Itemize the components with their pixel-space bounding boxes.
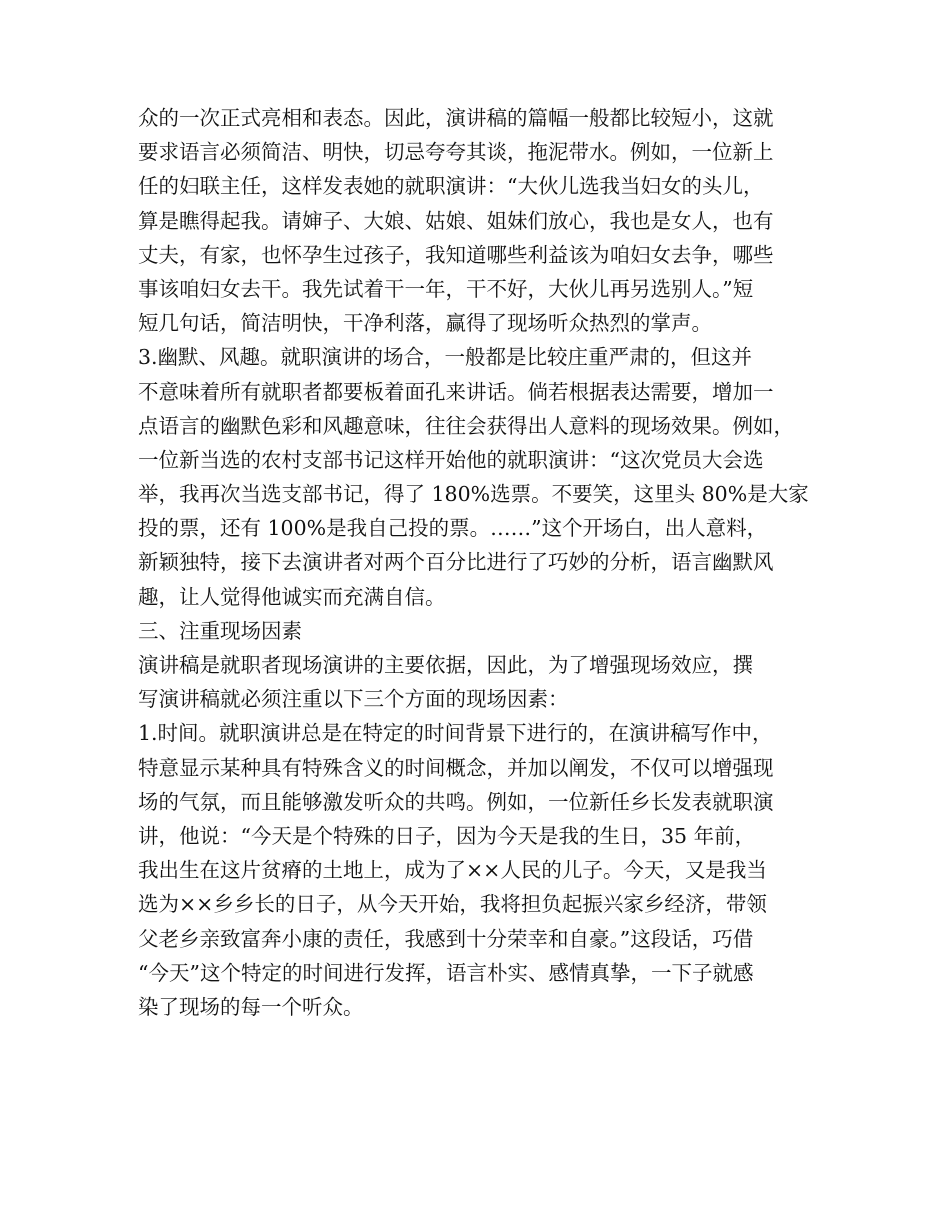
text-line: 1.时间。就职演讲总是在特定的时间背景下进行的，在演讲稿写作中， bbox=[138, 721, 773, 746]
text-line: 一位新当选的农村支部书记这样开始他的就职演讲：“这次党员大会选 bbox=[138, 447, 764, 472]
text-line: 短几句话，简洁明快，干净利落，赢得了现场听众热烈的掌声。 bbox=[138, 311, 712, 336]
text-line: 写演讲稿就必须注重以下三个方面的现场因素： bbox=[138, 687, 569, 712]
text-line: 丈夫，有家，也怀孕生过孩子，我知道哪些利益该为咱妇女去争，哪些 bbox=[138, 242, 774, 267]
text-line: 举，我再次当选支部书记，得了 180%选票。不要笑，这里头 80%是大家 bbox=[138, 482, 809, 507]
text-line: 点语言的幽默色彩和风趣意味，往往会获得出人意料的现场效果。例如， bbox=[138, 413, 794, 438]
text-line: 我出生在这片贫瘠的土地上，成为了××人民的儿子。今天，又是我当 bbox=[138, 858, 767, 883]
text-line: 3.幽默、风趣。就职演讲的场合，一般都是比较庄重严肃的，但这并 bbox=[138, 345, 753, 370]
text-line: 场的气氛，而且能够激发听众的共鸣。例如，一位新任乡长发表就职演 bbox=[138, 789, 774, 814]
text-line: “今天”这个特定的时间进行发挥，语言朴实、感情真挚，一下子就感 bbox=[138, 960, 754, 985]
text-line: 特意显示某种具有特殊含义的时间概念，并加以阐发，不仅可以增强现 bbox=[138, 755, 774, 780]
text-line: 算是瞧得起我。请婶子、大娘、姑娘、姐妹们放心，我也是女人，也有 bbox=[138, 208, 774, 233]
text-line: 投的票，还有 100%是我自己投的票。……”这个开场白，出人意料， bbox=[138, 516, 768, 541]
text-line: 染了现场的每一个听众。 bbox=[138, 994, 364, 1019]
section-heading: 三、注重现场因素 bbox=[138, 618, 302, 643]
text-line: 讲，他说：“今天是个特殊的日子，因为今天是我的生日，35 年前， bbox=[138, 823, 756, 848]
text-line: 选为××乡乡长的日子，从今天开始，我将担负起振兴家乡经济，带领 bbox=[138, 892, 767, 917]
text-line: 演讲稿是就职者现场演讲的主要依据，因此，为了增强现场效应，撰 bbox=[138, 653, 753, 677]
text-line: 要求语言必须简洁、明快，切忌夸夸其谈，拖泥带水。例如，一位新上 bbox=[138, 140, 774, 165]
text-line: 父老乡亲致富奔小康的责任，我感到十分荣幸和自豪。”这段话，巧借 bbox=[138, 926, 754, 951]
text-line: 任的妇联主任，这样发表她的就职演讲：“大伙儿选我当妇女的头儿， bbox=[138, 174, 764, 199]
text-line: 事该咱妇女去干。我先试着干一年，干不好，大伙儿再另选别人。”短 bbox=[138, 276, 754, 301]
text-line: 不意味着所有就职者都要板着面孔来讲话。倘若根据表达需要，增加一 bbox=[138, 379, 774, 404]
text-line: 趣，让人觉得他诚实而充满自信。 bbox=[138, 584, 446, 609]
body-text bbox=[138, 101, 828, 1024]
text-line: 新颖独特，接下去演讲者对两个百分比进行了巧妙的分析，语言幽默风 bbox=[138, 550, 774, 575]
text-line: 众的一次正式亮相和表态。因此，演讲稿的篇幅一般都比较短小，这就 bbox=[138, 106, 774, 130]
